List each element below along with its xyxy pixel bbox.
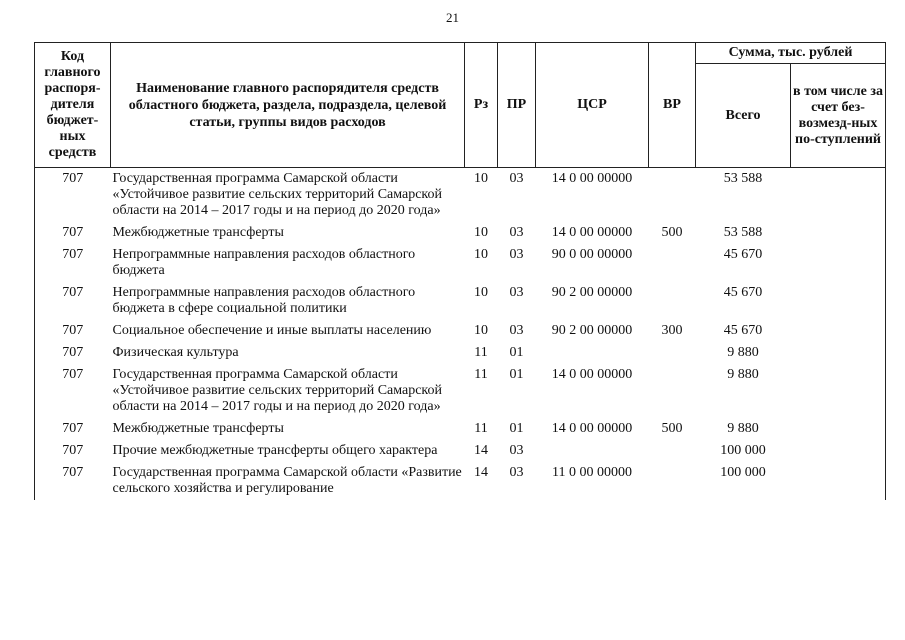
row-rz: 10 (474, 171, 488, 186)
row-rz: 10 (474, 225, 488, 240)
row-total: 45 670 (723, 247, 763, 262)
table-row (35, 168, 886, 223)
row-pr: 01 (509, 421, 524, 436)
row-csr: 90 0 00 00000 (551, 247, 633, 262)
row-free (791, 244, 886, 282)
row-rz: 10 (474, 323, 488, 338)
row-vr (649, 342, 696, 364)
row-name: Государственная программа Самарской области «Устойчивое развитие сельских территорий Самарской области на 2014 – 2017 годы и на период до 2020 года» (112, 367, 443, 414)
row-csr: 14 0 00 00000 (551, 421, 633, 436)
row-total: 100 000 (720, 465, 766, 480)
row-total: 45 670 (723, 323, 763, 338)
header-free: в том числе за счет без-возмезд-ных по-ступлений (791, 64, 886, 168)
header-rz: Рз (465, 43, 498, 168)
row-free (791, 418, 886, 440)
row-rz: 11 (474, 421, 488, 436)
table-row (35, 222, 886, 244)
row-csr (536, 440, 649, 462)
row-vr: 300 (661, 323, 683, 338)
row-pr: 03 (509, 171, 524, 186)
table-row (35, 418, 886, 440)
row-total: 100 000 (720, 443, 766, 458)
row-name: Межбюджетные трансферты (112, 225, 284, 240)
header-vr: ВР (649, 43, 696, 168)
table-row (35, 320, 886, 342)
header-total: Всего (696, 64, 791, 168)
row-total: 9 880 (727, 367, 759, 382)
row-free (791, 462, 886, 500)
row-code: 707 (35, 364, 111, 418)
row-rz: 14 (474, 443, 488, 458)
row-code: 707 (35, 282, 111, 320)
row-name: Непрограммные направления расходов областного бюджета (112, 247, 416, 278)
row-name: Социальное обеспечение и иные выплаты населению (112, 323, 432, 338)
row-csr: 90 2 00 00000 (551, 285, 633, 300)
page-number: 21 (446, 10, 459, 25)
table-row (35, 440, 886, 462)
row-total: 45 670 (723, 285, 763, 300)
row-name: Государственная программа Самарской области «Устойчивое развитие сельских территорий Самарской области на 2014 – 2017 годы и на период до 2020 года» (112, 171, 443, 218)
row-code: 707 (35, 320, 111, 342)
row-code: 707 (35, 462, 111, 500)
table-row (35, 462, 886, 500)
row-pr: 03 (509, 465, 524, 480)
row-pr: 01 (509, 345, 524, 360)
row-vr: 500 (661, 421, 683, 436)
row-pr: 03 (509, 247, 524, 262)
row-vr: 500 (661, 225, 683, 240)
row-rz: 10 (474, 247, 488, 262)
row-vr (649, 282, 696, 320)
row-pr: 01 (509, 367, 524, 382)
table-row (35, 244, 886, 282)
row-free (791, 320, 886, 342)
header-csr: ЦСР (536, 43, 649, 168)
row-total: 9 880 (727, 345, 759, 360)
row-free (791, 168, 886, 223)
row-free (791, 342, 886, 364)
header-sum: Сумма, тыс. рублей (696, 43, 886, 64)
row-free (791, 440, 886, 462)
row-rz: 10 (474, 285, 488, 300)
row-code: 707 (35, 168, 111, 223)
row-code: 707 (35, 418, 111, 440)
row-vr (649, 244, 696, 282)
header-code: Код главного распоря-дителя бюджет-ных средств (35, 43, 111, 168)
row-csr: 14 0 00 00000 (551, 171, 633, 186)
row-csr: 90 2 00 00000 (551, 323, 633, 338)
row-csr: 14 0 00 00000 (551, 225, 633, 240)
table-row (35, 364, 886, 418)
row-pr: 03 (509, 443, 524, 458)
row-free (791, 282, 886, 320)
row-name: Непрограммные направления расходов областного бюджета в сфере социальной политики (112, 285, 416, 316)
header-pr: ПР (498, 43, 536, 168)
row-code: 707 (35, 244, 111, 282)
row-code: 707 (35, 440, 111, 462)
row-name: Физическая культура (112, 345, 239, 360)
row-name: Государственная программа Самарской области «Развитие сельского хозяйства и регулирование (112, 465, 462, 496)
row-pr: 03 (509, 225, 524, 240)
table-row (35, 282, 886, 320)
row-rz: 11 (474, 367, 488, 382)
budget-table (34, 42, 886, 500)
row-rz: 11 (474, 345, 488, 360)
row-vr (649, 364, 696, 418)
row-csr: 14 0 00 00000 (551, 367, 633, 382)
row-free (791, 364, 886, 418)
row-total: 9 880 (727, 421, 759, 436)
row-vr (649, 168, 696, 223)
header-name: Наименование главного распорядителя средств областного бюджета, раздела, подраздела, целевой статьи, группы видов расходов (111, 43, 465, 168)
table-body (35, 168, 886, 501)
table-header (35, 43, 886, 168)
row-name: Прочие межбюджетные трансферты общего характера (112, 443, 438, 458)
row-total: 53 588 (723, 225, 763, 240)
row-total: 53 588 (723, 171, 763, 186)
row-pr: 03 (509, 285, 524, 300)
row-rz: 14 (474, 465, 488, 480)
row-vr (649, 440, 696, 462)
row-code: 707 (35, 342, 111, 364)
row-pr: 03 (509, 323, 524, 338)
row-csr: 11 0 00 00000 (552, 465, 632, 480)
row-csr (536, 342, 649, 364)
row-name: Межбюджетные трансферты (112, 421, 284, 436)
row-vr (649, 462, 696, 500)
row-free (791, 222, 886, 244)
table-row (35, 342, 886, 364)
row-code: 707 (35, 222, 111, 244)
